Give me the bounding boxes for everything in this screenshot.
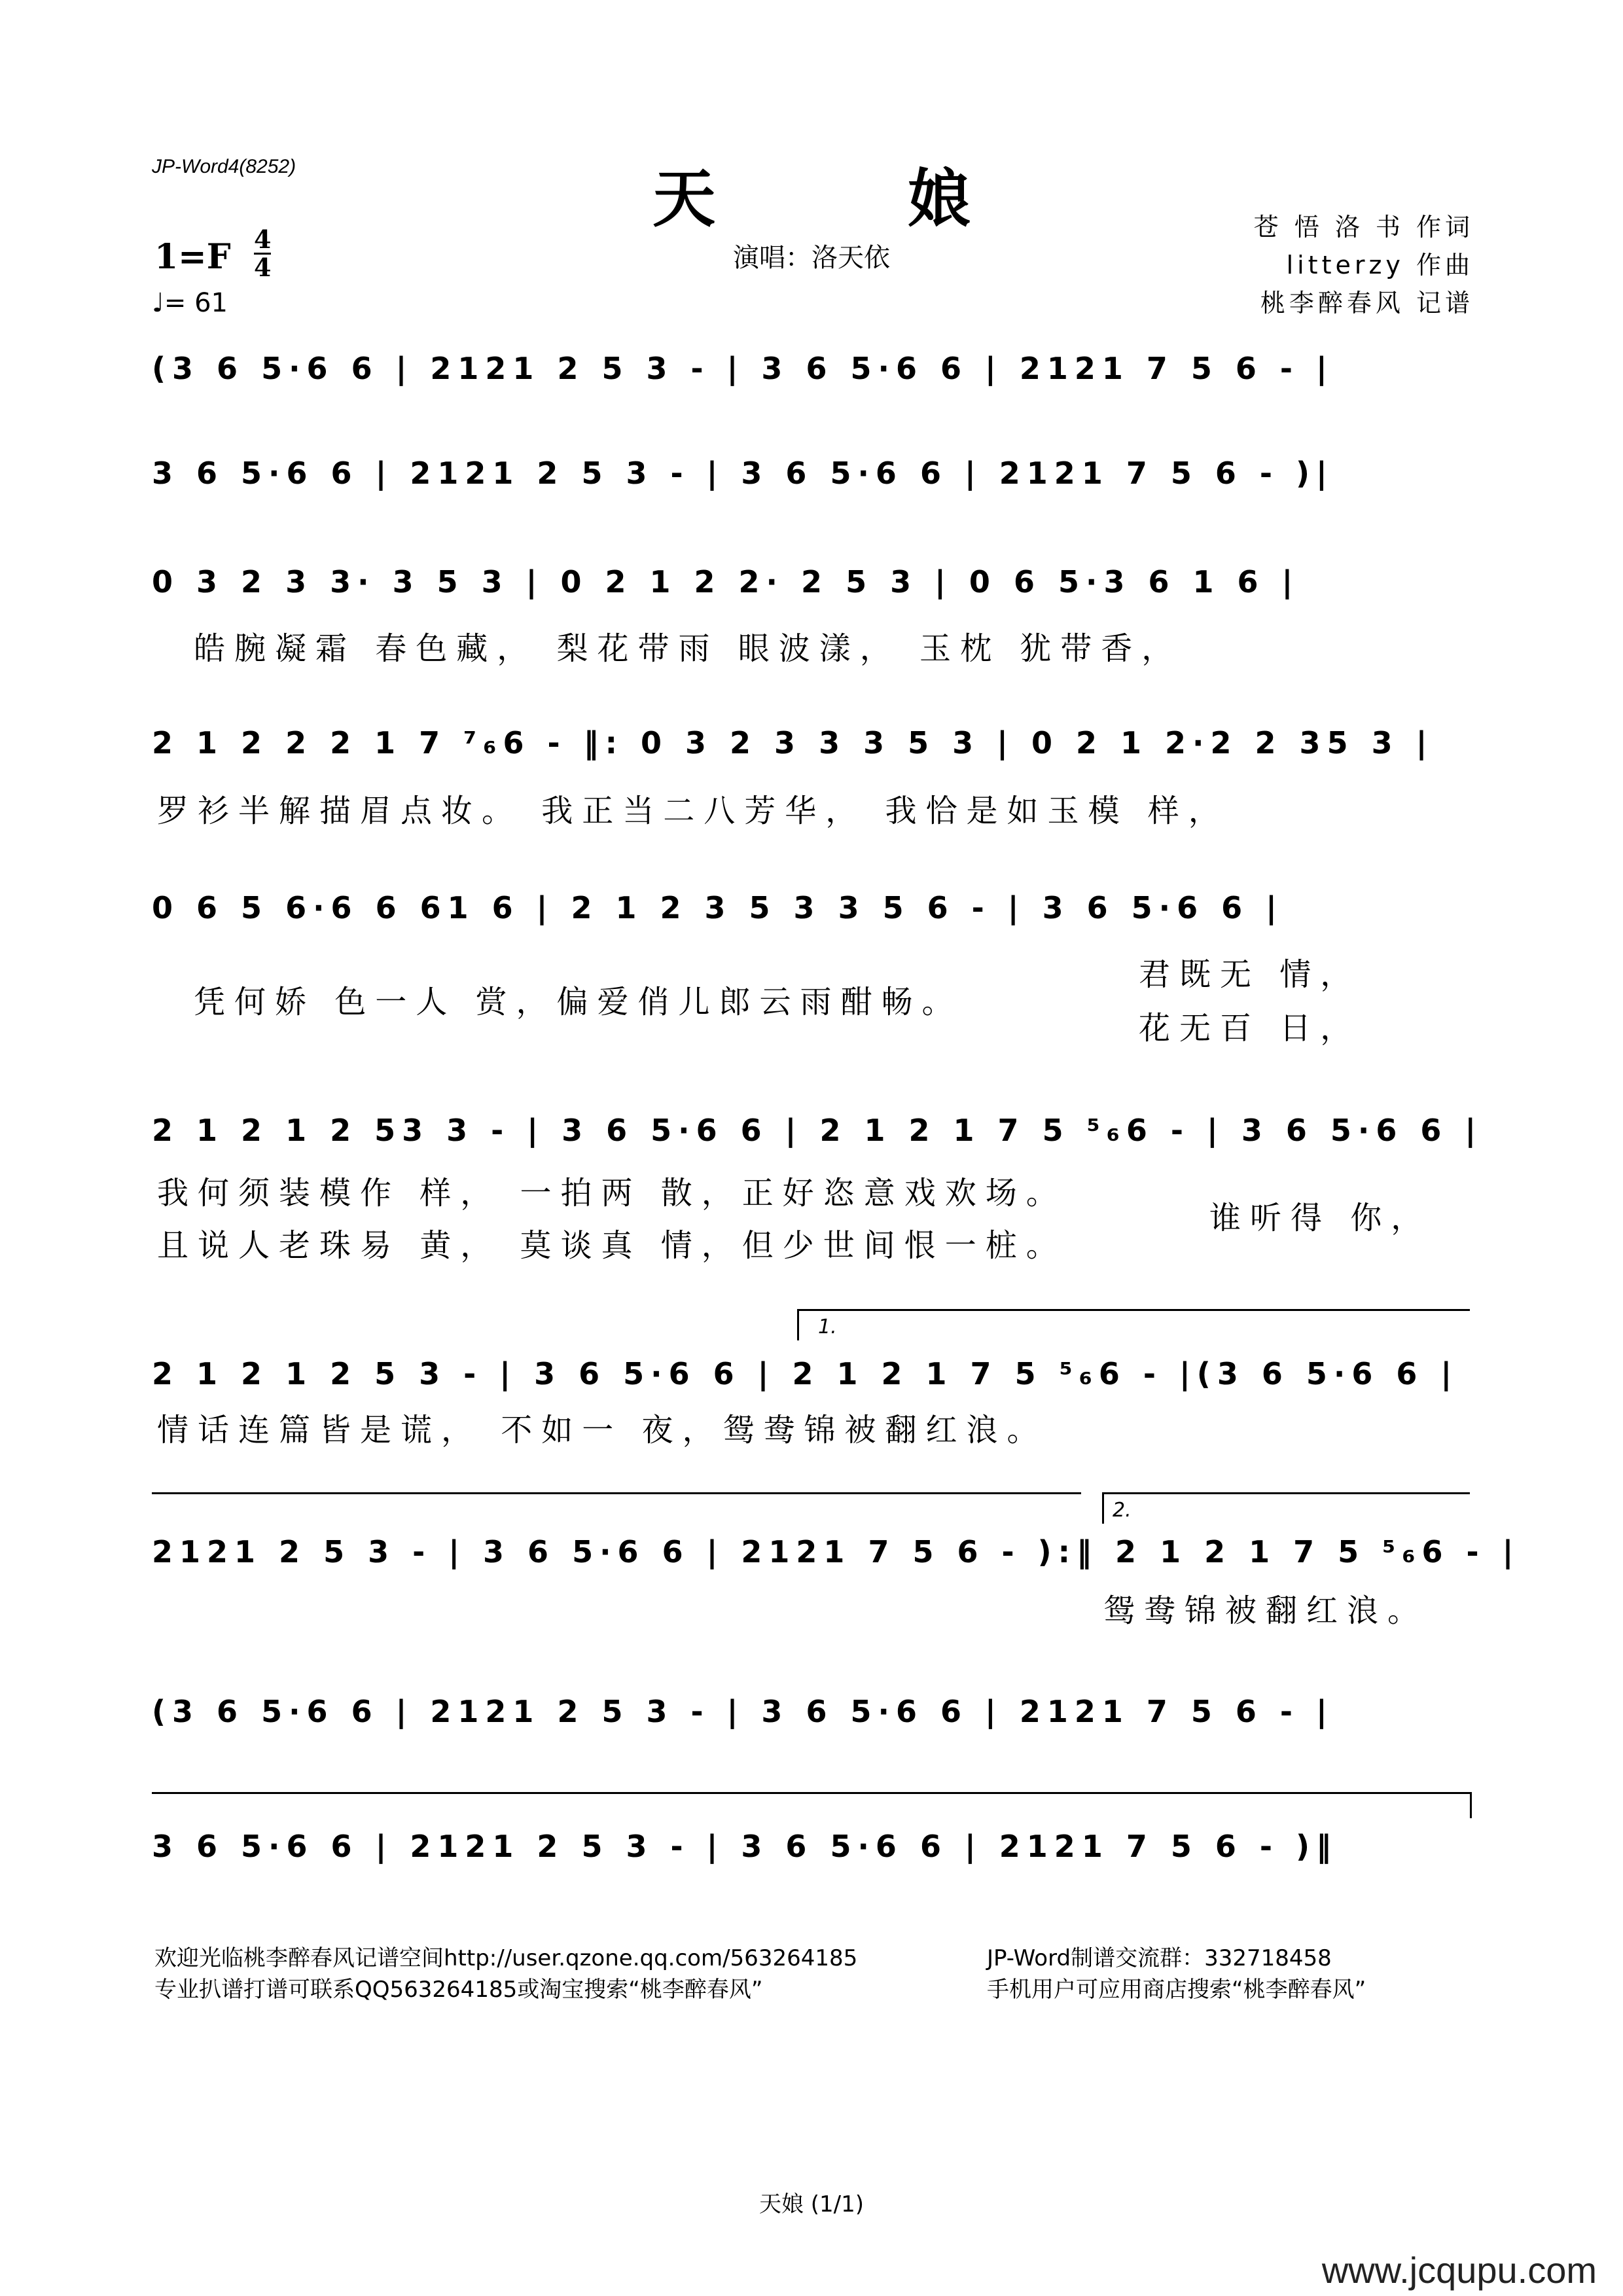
notation-line-9: (3 6 5·6 6 | 2121 2 5 3 - | 3 6 5·6 6 | 2121 7 5 6 - |: [152, 1694, 1334, 1729]
footer-left-1: 欢迎光临桃李醉春风记谱空间http://user.qzone.qq.com/563264185: [154, 1945, 858, 1971]
volta-tick-1: [797, 1309, 799, 1340]
lyric-line-6-chorus: 谁听得 你，: [1209, 1200, 1432, 1236]
volta-tick-2: [1102, 1492, 1104, 1524]
lyric-line-6-verse-2: 且说人老珠易 黄， 莫谈真 情，但少世间恨一桩。: [157, 1227, 1067, 1264]
footer-right-1: JP-Word制谱交流群：332718458: [987, 1945, 1332, 1971]
final-bracket: [152, 1792, 1470, 1794]
notation-line-4: 2 1 2 2 2 1 7 ⁷₆6 - ‖: 0 3 2 3 3 3 5 3 | 0 2 1 2·2 2 35 3 |: [152, 725, 1434, 761]
lyric-line-6-verse-1: 我何须装模作 样， 一拍两 散，正好恣意戏欢场。: [157, 1175, 1067, 1211]
page-number: 天娘 (1/1): [758, 2191, 865, 2217]
transcriber-credit: 桃李醉春风 记谱: [1260, 289, 1474, 317]
footer-left-2: 专业扒谱打谱可联系QQ563264185或淘宝搜索“桃李醉春风”: [154, 1977, 763, 2003]
time-signature: [254, 226, 271, 281]
volta-continuation: [152, 1492, 1081, 1494]
credits-block: [1254, 208, 1474, 322]
lyricist-credit: 苍 悟 洛 书 作词: [1253, 213, 1474, 242]
lyric-line-7: 情话连篇皆是谎， 不如一 夜，鸳鸯锦被翻红浪。: [157, 1412, 1048, 1448]
software-label: JP-Word4(8252): [152, 156, 296, 177]
footer-right-2: 手机用户可应用商店搜索“桃李醉春风”: [987, 1977, 1366, 2003]
notation-line-1: (3 6 5·6 6 | 2121 2 5 3 - | 3 6 5·6 6 | 2121 7 5 6 - |: [152, 351, 1334, 386]
notation-line-7: 2 1 2 1 2 5 3 - | 3 6 5·6 6 | 2 1 2 1 7 5 ⁵₆6 - |(3 6 5·6 6 |: [152, 1356, 1459, 1391]
lyric-line-3: 皓腕凝霜 春色藏， 梨花带雨 眼波漾， 玉枕 犹带香，: [194, 630, 1183, 667]
final-bracket-tick: [1470, 1792, 1472, 1818]
volta-bracket-2: [1102, 1492, 1470, 1494]
notation-line-8: 2121 2 5 3 - | 3 6 5·6 6 | 2121 7 5 6 - ):‖ 2 1 2 1 7 5 ⁵₆6 - |: [152, 1534, 1520, 1570]
lyric-line-5-verse-2: 花无百 日，: [1139, 1010, 1361, 1047]
page-title: 天 娘: [652, 162, 1056, 236]
time-signature-top: 4: [254, 224, 272, 254]
lyric-line-8: 鸳鸯锦被翻红浪。: [1103, 1592, 1429, 1629]
lyric-line-4: 罗衫半解描眉点妆。 我正当二八芳华， 我恰是如玉模 样，: [157, 793, 1229, 829]
notation-line-10: 3 6 5·6 6 | 2121 2 5 3 - | 3 6 5·6 6 | 2121 7 5 6 - )‖: [152, 1829, 1338, 1864]
notation-line-5: 0 6 5 6·6 6 61 6 | 2 1 2 3 5 3 3 5 6 - | 3 6 5·6 6 |: [152, 890, 1283, 925]
ending-2-label: 2.: [1113, 1499, 1132, 1522]
ending-1-label: 1.: [818, 1316, 837, 1338]
composer-credit: litterzy 作曲: [1286, 251, 1474, 279]
notation-line-3: 0 3 2 3 3· 3 5 3 | 0 2 1 2 2· 2 5 3 | 0 6 5·3 6 1 6 |: [152, 564, 1300, 600]
notation-line-2: 3 6 5·6 6 | 2121 2 5 3 - | 3 6 5·6 6 | 2121 7 5 6 - )|: [152, 456, 1334, 491]
lyric-line-5-verse-1: 君既无 情，: [1139, 956, 1361, 993]
key-signature: 1=F: [154, 237, 231, 277]
notation-line-6: 2 1 2 1 2 53 3 - | 3 6 5·6 6 | 2 1 2 1 7 5 ⁵₆6 - | 3 6 5·6 6 |: [152, 1113, 1483, 1148]
site-watermark: www.jcqupu.com: [1321, 2250, 1597, 2291]
time-signature-bottom: 4: [254, 253, 272, 282]
volta-bracket-1: [797, 1309, 1470, 1311]
tempo-marking: ♩= 61: [152, 288, 228, 318]
lyric-line-5: 凭何娇 色一人 赏，偏爱俏儿郎云雨酣畅。: [194, 984, 963, 1020]
singer-label: 演唱：洛天依: [733, 243, 890, 273]
